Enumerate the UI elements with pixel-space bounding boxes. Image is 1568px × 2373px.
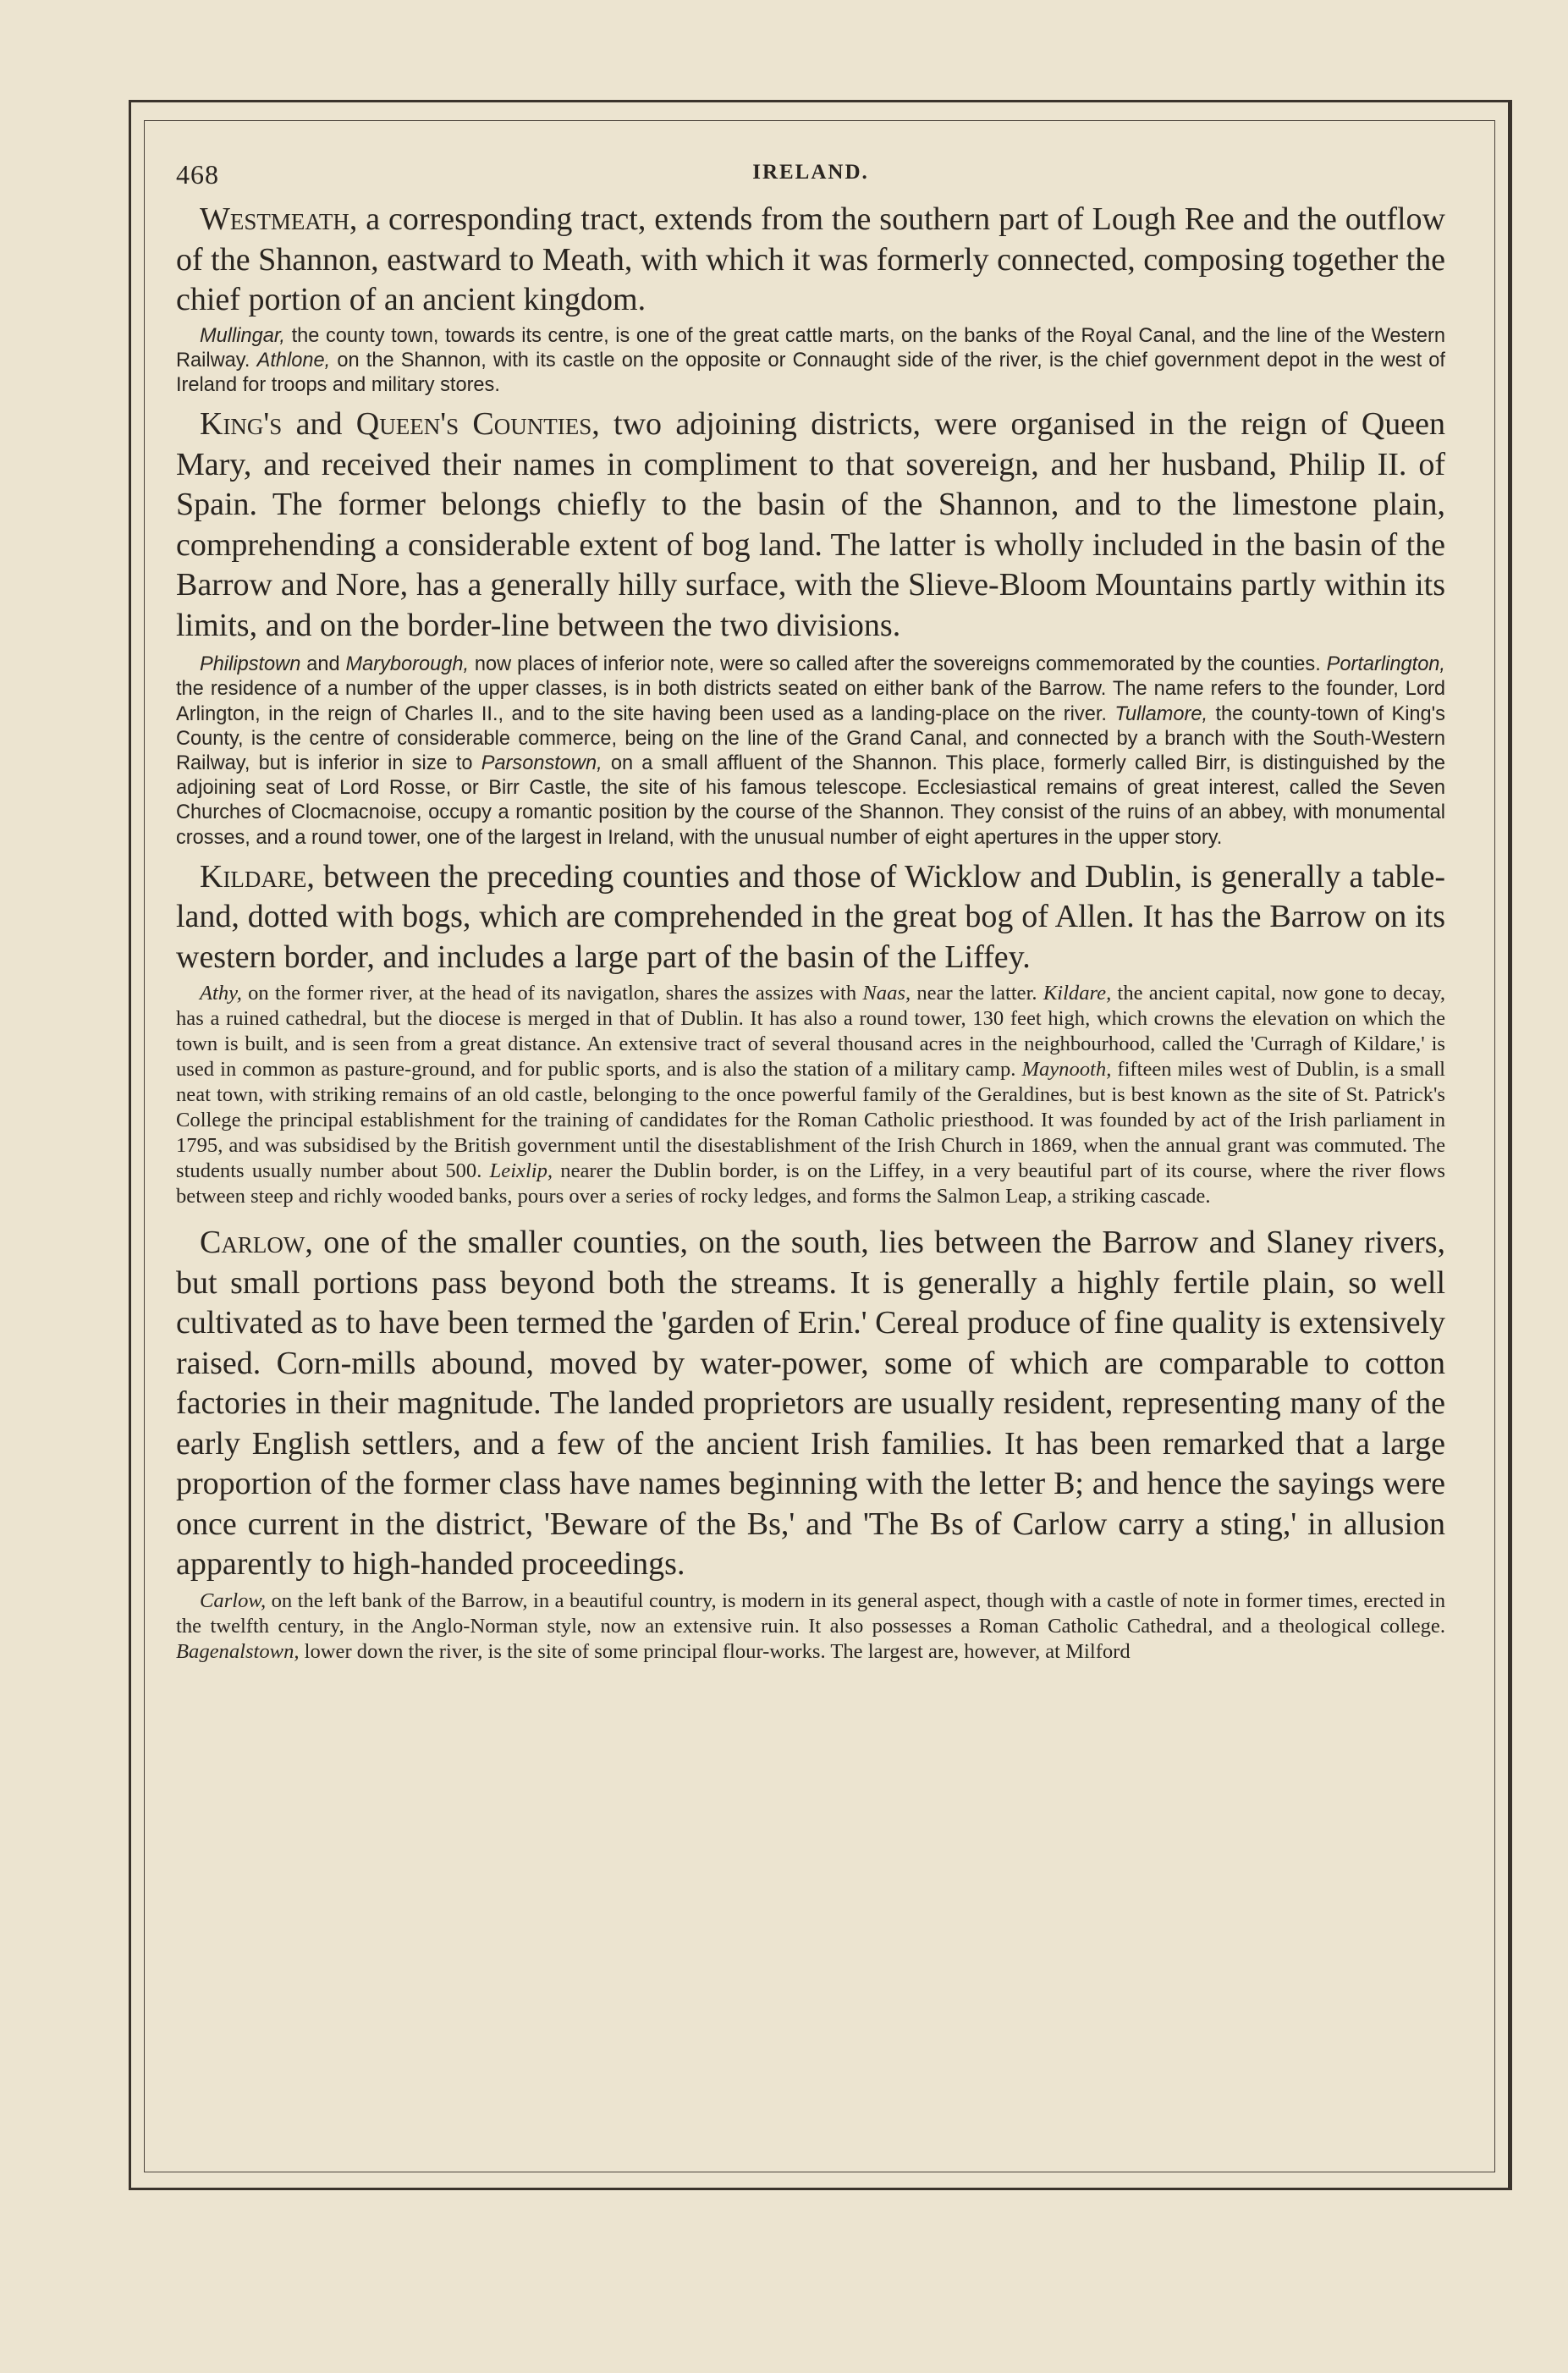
place-leixlip: Leixlip,	[489, 1159, 553, 1183]
kildare-text: between the preceding counties and those of Wicklow and Dublin, is generally a table-land, dotted with bogs, which are comprehended in the great bog of Allen. It has the Barrow on its western border, and includes a large part of the basin of the Liffey.	[176, 858, 1445, 975]
note-text: and	[300, 653, 346, 676]
heading-conjunction: and	[282, 406, 356, 443]
running-head	[176, 127, 1445, 200]
place-portarlington: Portarlington,	[1326, 653, 1445, 676]
carlow-heading: Carlow,	[200, 1225, 313, 1261]
carlow-note	[176, 1588, 1445, 1665]
note-text: on the former river, at the head of its navigatlon, shares the assizes with	[241, 982, 863, 1005]
place-naas: Naas,	[862, 982, 911, 1005]
note-text: lower down the river, is the site of some principal flour-works. The largest are, however, at Milford	[299, 1639, 1131, 1663]
place-mullingar: Mullingar,	[200, 324, 285, 347]
kildare-note	[176, 981, 1445, 1209]
place-bagenalstown: Bagenalstown,	[176, 1639, 300, 1663]
running-title: IRELAND.	[752, 161, 869, 184]
place-maynooth: Maynooth,	[1021, 1058, 1112, 1082]
page-number: 468	[176, 159, 219, 190]
kings-queens-paragraph	[176, 405, 1445, 646]
note-text: the ancient capital, now gone to decay, has a ruined cathedral, but the diocese is merged in that of Dublin. It has also a round tower, 130 feet high, which crowns the elevation on which the town is built, and is seen from a great distance. An extensive tract of several thousand acres in the neighbourhood, called the 'Curragh of Kildare,' is used in common as pasture-ground, and for public sports, and is also the station of a military camp.	[176, 982, 1445, 1082]
kings-queens-text: two adjoining districts, were organised in the reign of Queen Mary, and received their names in compliment to that sovereign, and her husband, Philip II. of Spain. The former belongs chiefly to the basin of the Shannon, and to the limestone plain, comprehending a considerable extent of bog land. The latter is wholly included in the basin of the Barrow and Nore, has a generally hilly surface, with the Slieve-Bloom Mountains partly within its limits, and on the border-line between the two divisions.	[176, 406, 1445, 643]
kings-heading: King's	[200, 406, 283, 443]
note-text: near the latter.	[911, 982, 1043, 1005]
carlow-text: one of the smaller counties, on the south, lies between the Barrow and Slaney rivers, but small portions pass beyond both the streams. It is generally a highly fertile plain, so well cultivated as to have been termed the 'garden of Erin.' Cereal produce of fine quality is extensively raised. Corn-mills abound, moved by water-power, some of which are comparable to cotton factories in their magnitude. The landed proprietors are usually resident, representing many of the early English settlers, and a few of the ancient Irish families. It has been remarked that a large proportion of the former class have names beginning with the letter B; and hence the sayings were once current in the district, 'Beware of the Bs,' and 'The Bs of Carlow carry a sting,' in allusion apparently to high-handed proceedings.	[176, 1225, 1445, 1583]
place-parsonstown: Parsonstown,	[481, 752, 602, 774]
place-maryborough: Maryborough,	[345, 653, 470, 676]
place-tullamore: Tullamore,	[1114, 702, 1208, 725]
westmeath-note	[176, 324, 1445, 399]
place-athlone: Athlone,	[256, 349, 331, 372]
westmeath-paragraph	[176, 200, 1445, 321]
note-text: nearer the Dublin border, is on the Liffey, in a very beautiful part of its course, where the river flows between steep and richly wooded banks, pours over a series of rocky ledges, and forms the Salmon Leap, a striking cascade.	[176, 1159, 1445, 1209]
place-carlow: Carlow,	[200, 1588, 267, 1612]
place-philipstown: Philipstown	[200, 653, 301, 676]
westmeath-text: a corresponding tract, extends from the southern part of Lough Ree and the outflow of the Shannon, eastward to Meath, with which it was formerly connected, composing together the chief portion of an ancient kingdom.	[176, 201, 1445, 317]
carlow-paragraph	[176, 1223, 1445, 1585]
place-athy: Athy,	[200, 982, 242, 1005]
westmeath-heading: Westmeath,	[200, 201, 358, 237]
note-text: the county-town of King's County, is the centre of considerable commerce, being on the line of the Grand Canal, and connected by a branch with the South-Western Railway, but is inferior in size to	[176, 702, 1445, 774]
page-content	[176, 127, 1445, 1665]
queens-heading: Queen's Counties,	[355, 406, 600, 443]
note-text: on the left bank of the Barrow, in a beautiful country, is modern in its general aspect, though with a castle of note in former times, erected in the twelfth century, in the Anglo-Norman style, now an extensive ruin. It also possesses a Roman Catholic Cathedral, and a theological college.	[176, 1588, 1445, 1638]
note-text: now places of inferior note, were so called after the sovereigns commemorated by the counties.	[469, 653, 1327, 676]
kings-queens-note	[176, 652, 1445, 851]
note-text: the county town, towards its centre, is one of the great cattle marts, on the banks of the Royal Canal, and the line of the Western Railway.	[176, 324, 1445, 372]
kildare-paragraph	[176, 857, 1445, 978]
note-text: on a small affluent of the Shannon. This place, formerly called Birr, is distinguished by the adjoining seat of Lord Rosse, or Birr Castle, the site of his famous telescope. Ecclesiastical remains of great interest, called the Seven Churches of Clocmacnoise, occupy a romantic position by the course of the Shannon. They consist of the ruins of an abbey, with monumental crosses, and a round tower, one of the largest in Ireland, with the unusual number of eight apertures in the upper story.	[176, 752, 1445, 849]
place-kildare: Kildare,	[1043, 982, 1112, 1005]
note-text: on the Shannon, with its castle on the opposite or Connaught side of the river, is the chief government depot in the west of Ireland for troops and military stores.	[176, 349, 1445, 396]
note-text: the residence of a number of the upper classes, is in both districts seated on either bank of the Barrow. The name refers to the founder, Lord Arlington, in the reign of Charles II., and to the site having been used as a landing-place on the river.	[176, 678, 1445, 725]
note-text: fifteen miles west of Dublin, is a small neat town, with striking remains of an old castle, belonging to the once powerful family of the Geraldines, but is best known as the site of St. Patrick's College the principal establishment for the training of candidates for the Roman Catholic priesthood. It was founded by act of the Irish parliament in 1795, and was subsidised by the British government until the disestablishment of the Irish Church in 1869, when the annual grant was commuted. The students usually number about 500.	[176, 1058, 1445, 1183]
kildare-heading: Kildare,	[200, 858, 315, 895]
